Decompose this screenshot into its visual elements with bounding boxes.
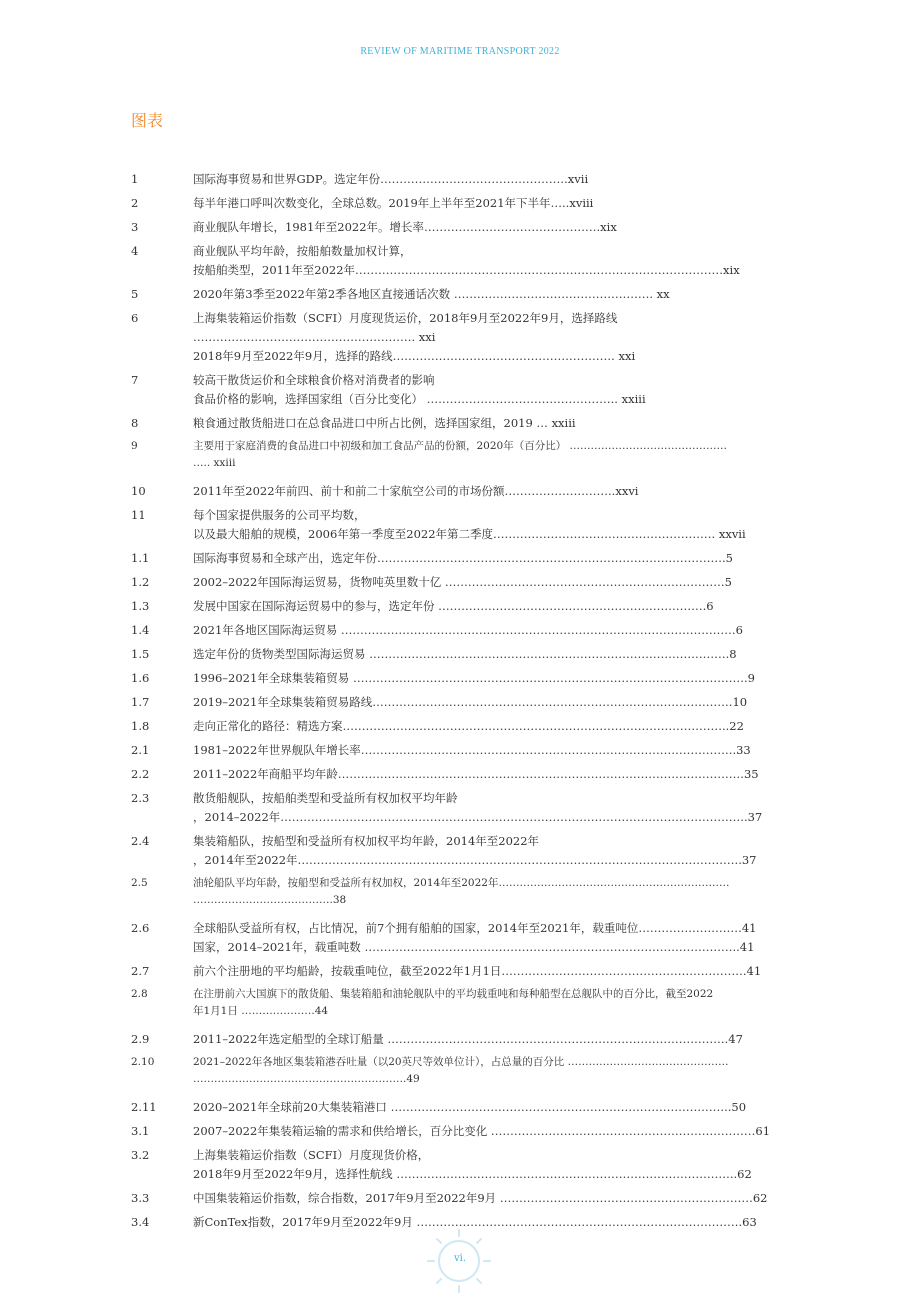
figure-number: 2.8 — [131, 988, 148, 1000]
toc-entry[interactable] — [131, 573, 891, 592]
toc-entry[interactable] — [131, 285, 891, 304]
figure-number: 2.4 — [131, 834, 150, 848]
figure-title: 中国集装箱运价指数，综合指数，2017年9月至2022年9月 …………………………………………………………62 — [193, 1191, 768, 1205]
figure-number: 1 — [131, 172, 139, 186]
toc-entry[interactable] — [131, 669, 891, 688]
figure-title: 新ConTex指数，2017年9月至2022年9月 ………………………………………………………………………….63 — [193, 1215, 757, 1229]
toc-entry[interactable] — [131, 1030, 891, 1049]
figure-title: 粮食通过散货船进口在总食品进口中所占比例，选择国家组，2019 … xxiii — [193, 416, 576, 430]
toc-entry[interactable] — [131, 597, 891, 616]
toc-entry[interactable] — [131, 986, 891, 1020]
figure-number: 3.4 — [131, 1215, 150, 1229]
figure-number: 10 — [131, 484, 146, 498]
figure-title: 每个国家提供服务的公司平均数， 以及最大船舶的规模，2006年第一季度至2022年第二季度…………………………………………………. xxvii — [193, 508, 746, 541]
section-title: 图表 — [131, 111, 164, 130]
figures-list — [131, 170, 891, 1237]
figure-title: 2011年至2022年前四、前十和前二十家航空公司的市场份额………………………..xxvi — [193, 484, 639, 498]
toc-entry[interactable] — [131, 741, 891, 760]
figure-number: 2.10 — [131, 1056, 155, 1068]
figure-number: 3.3 — [131, 1191, 150, 1205]
figure-number: 1.1 — [131, 551, 150, 565]
figure-title: 全球船队受益所有权，占比情况，前7个拥有船舶的国家，2014年至2021年，载重吨位………………………41 国家，2014–2021年，载重吨数 ……………………………………………………………………………………..41 — [193, 921, 757, 954]
figure-title: 散货船舰队，按船舶类型和受益所有权加权平均年龄 ，2014–2022年…………………………………………………………………………………………………………..37 — [193, 791, 763, 824]
figure-title: 商业舰队平均年龄，按船舶数量加权计算， 按船舶类型，2011年至2022年……………………………………………………………………………………xix — [193, 244, 740, 277]
toc-entry[interactable] — [131, 506, 891, 544]
figure-number: 1.6 — [131, 671, 150, 685]
toc-entry[interactable] — [131, 438, 891, 472]
toc-entry[interactable] — [131, 549, 891, 568]
page-number: vi. — [453, 1253, 467, 1264]
figure-title: 集装箱船队，按船型和受益所有权加权平均年龄，2014年至2022年 ，2014年至2022年……………………………………………………………………………………………………..37 — [193, 834, 757, 867]
figure-title: 前六个注册地的平均船龄，按载重吨位，截至2022年1月1日……………………………………………………….41 — [193, 964, 762, 978]
toc-entry[interactable] — [131, 693, 891, 712]
toc-entry[interactable] — [131, 170, 891, 189]
toc-entry[interactable] — [131, 371, 891, 409]
figure-title: 上海集装箱运价指数（SCFI）月度现货价格， 2018年9月至2022年9月，选择性航线 ……………………………………………………………………………..62 — [193, 1148, 752, 1181]
figure-title: 2011–2022年商船平均年龄…………………………………………………………………………………………….35 — [193, 767, 759, 781]
figure-number: 3 — [131, 220, 139, 234]
figure-title: 上海集装箱运价指数（SCFI）月度现货运价，2018年9月至2022年9月，选择路线 …………………………………………………. xxi 2018年9月至2022年9月，选择的路线…………………………………………………. xxi — [193, 311, 636, 363]
figure-title: 选定年份的货物类型国际海运贸易 ………………………………………………………………………………….8 — [193, 647, 737, 661]
figure-title: 2021年各地区国际海运贸易 ………………………………………………………………………………………….6 — [193, 623, 743, 637]
figure-number: 3.2 — [131, 1148, 150, 1162]
figure-number: 4 — [131, 244, 139, 258]
toc-entry[interactable] — [131, 1054, 891, 1088]
figure-title: 走向正常化的路径：精选方案………………………………………………………………………………………..22 — [193, 719, 744, 733]
figure-number: 5 — [131, 287, 139, 301]
figure-title: 国际海事贸易和世界GDP。选定年份………………………………………….xvii — [193, 172, 589, 186]
toc-entry[interactable] — [131, 1122, 891, 1141]
toc-entry[interactable] — [131, 1098, 891, 1117]
toc-entry[interactable] — [131, 194, 891, 213]
toc-entry[interactable] — [131, 919, 891, 957]
toc-entry[interactable] — [131, 962, 891, 981]
figure-title: 2019–2021年全球集装箱贸易路线………………………………………………………………………………….10 — [193, 695, 748, 709]
figure-number: 1.7 — [131, 695, 150, 709]
figure-title: 2020年第3季至2022年第2季各地区直接通话次数 ……………………………………………. xx — [193, 287, 670, 301]
figure-title: 每半年港口呼叫次数变化，全球总数。2019年上半年至2021年下半年…..xviii — [193, 196, 594, 210]
toc-entry[interactable] — [131, 1189, 891, 1208]
toc-entry[interactable] — [131, 242, 891, 280]
figure-title: 2002–2022年国际海运贸易，货物吨英里数十亿 ……………………………………………………………….5 — [193, 575, 732, 589]
toc-entry[interactable] — [131, 1146, 891, 1184]
figure-number: 2.1 — [131, 743, 150, 757]
figure-title: 2007–2022年集装箱运输的需求和供给增长，百分比变化 ……………………………………………………………61 — [193, 1124, 771, 1138]
figure-title: 2011–2022年选定船型的全球订船量 ……………………………………………………………………………..47 — [193, 1032, 743, 1046]
figure-number: 2.7 — [131, 964, 150, 978]
toc-entry[interactable] — [131, 875, 891, 909]
figure-number: 1.4 — [131, 623, 150, 637]
figure-number: 2.3 — [131, 791, 150, 805]
figure-number: 11 — [131, 508, 146, 522]
figure-title: 主要用于家庭消费的食品进口中初级和加工食品产品的份额，2020年（百分比） ……………………………………… ….. xxiii — [193, 440, 728, 469]
figure-title: 较高干散货运价和全球粮食价格对消费者的影响 食品价格的影响，选择国家组（百分比变化） ………………………………………….. xxiii — [193, 373, 646, 406]
toc-entry[interactable] — [131, 832, 891, 870]
figure-number: 2.9 — [131, 1032, 150, 1046]
figure-title: 在注册前六大国旗下的散货船、集装箱船和油轮舰队中的平均载重吨和每种船型在总舰队中的百分比，截至2022 年1月1日 …………………44 — [193, 988, 714, 1017]
toc-entry[interactable] — [131, 765, 891, 784]
toc-entry[interactable] — [131, 218, 891, 237]
figure-title: 2021–2022年各地区集装箱港吞吐量（以20英尺等效单位计），占总量的百分比 ………………………………………. …………………………………………………….49 — [193, 1056, 729, 1085]
figure-title: 国际海事贸易和全球产出，选定年份……………………………………………………………………………….5 — [193, 551, 733, 565]
figure-number: 6 — [131, 311, 139, 325]
figure-title: 商业舰队年增长，1981年至2022年。增长率……………………………………….xix — [193, 220, 617, 234]
toc-entry[interactable] — [131, 645, 891, 664]
figure-title: 发展中国家在国际海运贸易中的参与，选定年份 …………………………………………………………….6 — [193, 599, 714, 613]
figure-number: 2 — [131, 196, 139, 210]
figure-number: 2.11 — [131, 1100, 157, 1114]
figure-number: 1.8 — [131, 719, 150, 733]
figure-number: 7 — [131, 373, 139, 387]
toc-entry[interactable] — [131, 789, 891, 827]
figure-title: 1981–2022年世界舰队年增长率……………………………………………………………………………………..33 — [193, 743, 751, 757]
figure-number: 1.3 — [131, 599, 150, 613]
running-header: REVIEW OF MARITIME TRANSPORT 2022 — [360, 46, 560, 57]
figure-number: 8 — [131, 416, 139, 430]
toc-entry[interactable] — [131, 482, 891, 501]
figure-number: 2.2 — [131, 767, 150, 781]
toc-entry[interactable] — [131, 1213, 891, 1232]
toc-entry[interactable] — [131, 309, 891, 366]
figure-number: 2.5 — [131, 877, 148, 889]
figure-title: 油轮船队平均年龄，按船型和受益所有权加权，2014年至2022年………………………………………………………… ………………………………….38 — [193, 877, 730, 906]
toc-entry[interactable] — [131, 717, 891, 736]
figure-number: 9 — [131, 440, 138, 452]
toc-entry[interactable] — [131, 621, 891, 640]
figure-number: 2.6 — [131, 921, 150, 935]
toc-entry[interactable] — [131, 414, 891, 433]
figure-title: 1996–2021年全球集装箱贸易 ………………………………………………………………………………………….9 — [193, 671, 755, 685]
figure-title: 2020–2021年全球前20大集装箱港口 ……………………………………………………………………………..50 — [193, 1100, 747, 1114]
figure-number: 1.2 — [131, 575, 150, 589]
figure-number: 3.1 — [131, 1124, 150, 1138]
figure-number: 1.5 — [131, 647, 150, 661]
